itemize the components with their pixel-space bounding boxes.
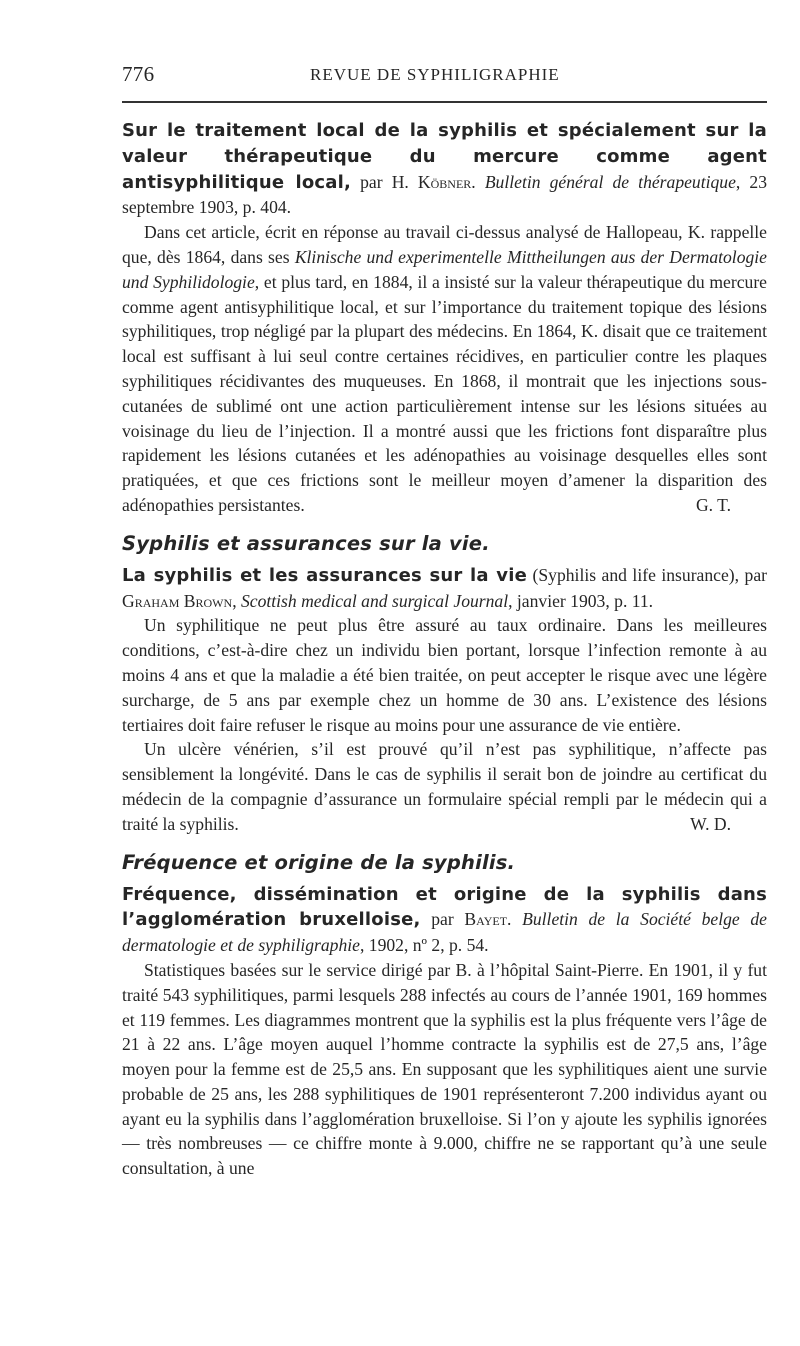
article-2-paragraph-1: Un syphilitique ne peut plus être assuré au taux ordinaire. Dans les meilleures conditions, c’est-à-dire chez un individu bien portant, lorsque l’infection remonte à au moins 4 ans et que la maladie a été bien traitée, on peut accepter le risque avec une légère surcharge, de 5 ans par exemple chez un homme de 30 ans. L’existence des lésions tertiaires doit faire refuser le risque au moins pour une assurance de vie entière. [122, 615, 767, 735]
article-1-citation: Sur le traitement local de la syphilis et spécialement sur la valeur thérapeutique du mercure comme agent antisyphilitique local, par H. Köbner. Bulletin général de thérapeutique, 23 septembre 1903, p. 404. [122, 120, 768, 218]
article-2-title: La syphilis et les assurances sur la vie [122, 564, 528, 586]
article-1-author: Köbner [417, 171, 472, 192]
article-2-signature: W. D. [690, 813, 731, 834]
running-head [122, 62, 767, 90]
article-1-book: Klinische und experimentelle Mittheilungen aus der Dermatologie und Syphilidologie [122, 246, 767, 292]
page-number: 776 [122, 62, 155, 86]
article-2-journal: Scottish medical and surgical Journal [240, 590, 509, 611]
article-2-paragraph-2: Un ulcère vénérien, s’il est prouvé qu’il n’est pas syphilitique, n’affecte pas sensiblement la longévité. Dans le cas de syphilis il serait bon de joindre au certificat du médecin de la compagnie d’assurance un formulaire spécial rempli par le médecin qui a traité la syphilis. W. D. [122, 737, 767, 836]
article-1-title: Sur le traitement local de la syphilis et spécialement sur la valeur thérapeutique du mercure comme agent antisyphilitique local, [122, 120, 767, 193]
page-body [122, 118, 767, 1181]
section-heading-frequence: Fréquence et origine de la syphilis. [122, 850, 516, 874]
article-3-citation: Fréquence, dissémination et origine de la syphilis dans l’agglomération bruxelloise, par Bayet. Bulletin de la Société belge de dermatologie et de syphiligraphie, 1902, nº 2, p. 54. [122, 883, 767, 956]
article-1-journal: Bulletin général de thérapeutique [484, 171, 736, 192]
article-1-signature: G. T. [695, 494, 731, 515]
header-rule [122, 101, 767, 103]
article-3-journal: Bulletin de la Société belge de dermatologie et de syphiligraphie [122, 909, 767, 956]
article-3-author: Bayet [464, 909, 508, 930]
section-heading-assurances: Syphilis et assurances sur la vie. [122, 531, 490, 555]
article-3-body: Statistiques basées sur le service dirigé par B. à l’hôpital Saint-Pierre. En 1901, il y fut traité 543 syphilitiques, parmi lesquels 288 infectés au cours de l’année 1901, 169 hommes et 119 femmes. Les diagrammes montrent que la syphilis est la plus fréquente vers l’âge de 21 à 22 ans. L’âge moyen auquel l’homme contracte la syphilis est de 27,5 ans, l’âge moyen pour la femme est de 25,5 ans. En supposant que les syphilitiques aient une survie probable de 25 ans, les 288 syphilitiques de 1901 représenteront 7.200 individus ayant ou ayant eu la syphilis dans l’agglomération bruxelloise. Si l’on y ajoute les syphilis ignorées — très nombreuses — ce chiffre monte à 9.000, chiffre ne se rapportant qu’à une seule consultation, à une [122, 959, 767, 1179]
article-2-author: Graham Brown [122, 590, 233, 611]
running-title: REVUE DE SYPHILIGRAPHIE [310, 65, 560, 84]
article-3-title: Fréquence, dissémination et origine de la syphilis dans l’agglomération bruxelloise, [122, 883, 767, 931]
article-2-citation: La syphilis et les assurances sur la vie (Syphilis and life insurance), par Graham Brown, Scottish medical and surgical Journal, janvier 1903, p. 11. [122, 564, 767, 611]
article-1-body: Dans cet article, écrit en réponse au travail ci-dessus analysé de Hallopeau, K. rappelle que, dès 1864, dans ses Klinische und experimentelle Mittheilungen aus der Dermatologie und Syphilidologie, et plus tard, en 1884, il a insisté sur la valeur thérapeutique du mercure comme agent antisyphilitique local, et sur l’importance du traitement topique des lésions syphilitiques, trop négligé par la plupart des médecins. En 1864, K. disait que ce traitement local est suffisant à lui seul contre certaines récidives, en particulier contre les plaques syphilitiques récidivantes des muqueuses. En 1868, il montrait que les injections sous-cutanées de sublimé ont une action particulièrement intense sur les lésions situées au voisinage du lieu de l’injection. Il a montré aussi que les frictions font disparaître plus rapidement les lésions cutanées et les adénopathies au voisinage desquelles elles sont pratiquées, et que ces frictions sont le meilleur moyen d’amener la disparition des adénopathies persistantes. G. T. [122, 220, 767, 518]
